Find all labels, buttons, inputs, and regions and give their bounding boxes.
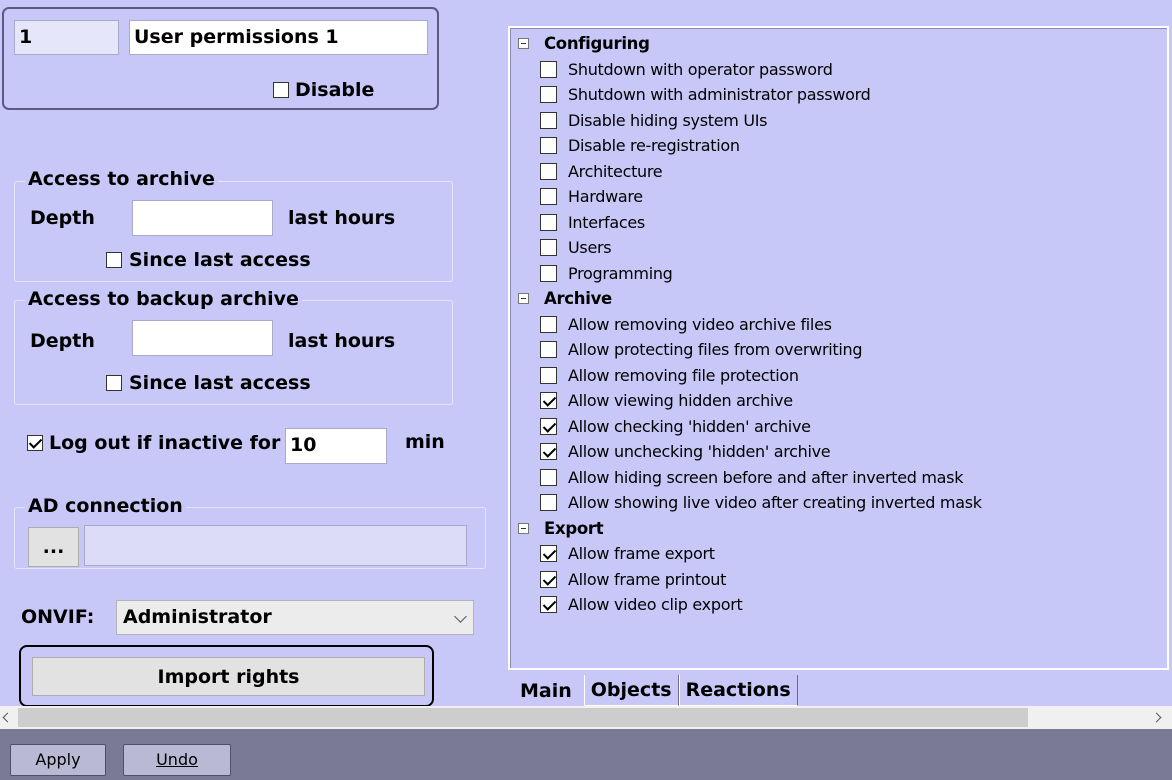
logout-label: Log out if inactive for [49, 432, 281, 454]
tree-item[interactable] [540, 490, 982, 515]
permission-checkbox[interactable] [540, 239, 557, 256]
permission-label: Allow hiding screen before and after inverted mask [568, 467, 964, 487]
permission-label: Allow unchecking 'hidden' archive [568, 442, 831, 461]
permission-checkbox[interactable] [540, 418, 557, 435]
disable-checkbox-row[interactable] [273, 79, 374, 101]
permission-label: Disable hiding system UIs [568, 110, 768, 130]
apply-button[interactable]: Apply [10, 744, 106, 776]
permission-label: Architecture [568, 161, 663, 181]
permission-label: Allow protecting files from overwriting [568, 340, 863, 359]
disable-label: Disable [295, 79, 375, 101]
archive-since-label: Since last access [129, 249, 311, 271]
tree-group-label: Export [544, 518, 604, 538]
backup-hours-label: last hours [288, 330, 396, 352]
tree-item[interactable] [540, 82, 870, 107]
tree-item[interactable] [540, 235, 611, 260]
permission-label: Hardware [568, 187, 643, 206]
permission-checkbox[interactable] [540, 316, 557, 333]
tree-item[interactable] [540, 465, 963, 490]
tree-item[interactable] [540, 337, 862, 362]
permission-label: Allow video clip export [568, 595, 743, 614]
permission-label: Shutdown with administrator password [568, 85, 871, 104]
tree-item[interactable] [540, 184, 643, 209]
ad-group-title: AD connection [25, 495, 186, 517]
permission-label: Allow removing file protection [568, 365, 799, 385]
tree-item[interactable] [540, 388, 793, 413]
archive-hours-label: last hours [288, 207, 396, 229]
permission-id-field[interactable]: 1 [14, 20, 119, 55]
permission-label: Shutdown with operator password [568, 59, 833, 79]
tree-item[interactable] [540, 592, 742, 617]
tree-group-archive[interactable] [518, 286, 612, 311]
tree-item[interactable] [540, 57, 833, 82]
tab-bar [508, 675, 798, 706]
tab-main[interactable]: Main [508, 676, 584, 706]
tree-item[interactable] [540, 261, 673, 286]
tree-group-export[interactable] [518, 516, 603, 541]
permission-checkbox[interactable] [540, 596, 557, 613]
archive-depth-input[interactable] [132, 200, 273, 236]
ad-connection-field[interactable] [84, 525, 467, 566]
archive-since-checkbox[interactable] [106, 252, 122, 268]
permission-checkbox[interactable] [540, 341, 557, 358]
permission-checkbox[interactable] [540, 265, 557, 282]
permission-label: Allow showing live video after creating inverted mask [568, 493, 982, 512]
tree-group-configuring[interactable] [518, 31, 650, 56]
permission-checkbox[interactable] [540, 571, 557, 588]
permission-checkbox[interactable] [540, 188, 557, 205]
archive-group-title: Access to archive [25, 168, 218, 190]
permission-label: Allow checking 'hidden' archive [568, 416, 811, 436]
permission-checkbox[interactable] [540, 61, 557, 78]
archive-since-row[interactable] [106, 249, 311, 271]
ad-browse-button[interactable]: ... [28, 527, 79, 567]
tree-group-label: Archive [544, 289, 612, 308]
tree-item[interactable] [540, 541, 715, 566]
permission-checkbox[interactable] [540, 86, 557, 103]
permission-checkbox[interactable] [540, 443, 557, 460]
disable-checkbox[interactable] [273, 82, 289, 98]
collapse-icon[interactable] [518, 523, 529, 534]
onvif-select[interactable] [116, 600, 474, 635]
permission-checkbox[interactable] [540, 214, 557, 231]
collapse-icon[interactable] [518, 38, 529, 49]
permission-label: Allow viewing hidden archive [568, 391, 793, 410]
permission-checkbox[interactable] [540, 163, 557, 180]
tree-item[interactable] [540, 210, 645, 235]
tree-group-label: Configuring [544, 34, 650, 53]
permission-checkbox[interactable] [540, 367, 557, 384]
logout-minutes-input[interactable]: 10 [285, 428, 387, 464]
permissions-tree [508, 26, 1169, 670]
backup-group-title: Access to backup archive [25, 288, 302, 310]
permission-label: Interfaces [568, 212, 645, 232]
permission-checkbox[interactable] [540, 112, 557, 129]
tree-item[interactable] [540, 439, 830, 464]
import-rights-button[interactable]: Import rights [32, 657, 425, 696]
permission-label: Disable re-registration [568, 136, 740, 155]
tree-item[interactable] [540, 567, 726, 592]
tab-objects[interactable]: Objects [584, 675, 679, 706]
permission-label: Allow frame export [568, 544, 715, 563]
tree-item[interactable] [540, 108, 767, 133]
tree-item[interactable] [540, 312, 832, 337]
permission-label: Allow removing video archive files [568, 314, 832, 334]
tree-item[interactable] [540, 159, 662, 184]
tree-item[interactable] [540, 133, 740, 158]
permission-label: Users [568, 238, 612, 257]
logout-checkbox[interactable] [27, 435, 43, 451]
permission-label: Allow frame printout [568, 569, 727, 589]
archive-depth-label: Depth [30, 207, 95, 229]
chevron-down-icon [454, 610, 467, 623]
onvif-label: ONVIF: [21, 606, 95, 628]
permission-checkbox[interactable] [540, 137, 557, 154]
logout-unit-label: min [405, 431, 445, 453]
permission-checkbox[interactable] [540, 392, 557, 409]
backup-since-checkbox[interactable] [106, 375, 122, 391]
backup-depth-label: Depth [30, 330, 95, 352]
permission-checkbox[interactable] [540, 469, 557, 486]
onvif-selected-value: Administrator [123, 606, 272, 628]
permission-name-field[interactable]: User permissions 1 [129, 20, 428, 55]
permission-label: Programming [568, 263, 673, 283]
logout-row[interactable] [27, 432, 280, 454]
backup-depth-input[interactable] [132, 320, 273, 356]
tree-item[interactable] [540, 363, 799, 388]
tree-item[interactable] [540, 414, 811, 439]
permission-checkbox[interactable] [540, 545, 557, 562]
permission-checkbox[interactable] [540, 494, 557, 511]
undo-button[interactable]: Undo [123, 744, 231, 776]
tab-reactions[interactable]: Reactions [679, 675, 798, 706]
backup-since-row[interactable] [106, 372, 311, 394]
backup-since-label: Since last access [129, 372, 311, 394]
collapse-icon[interactable] [518, 293, 529, 304]
scrollbar-thumb[interactable] [18, 708, 1028, 727]
